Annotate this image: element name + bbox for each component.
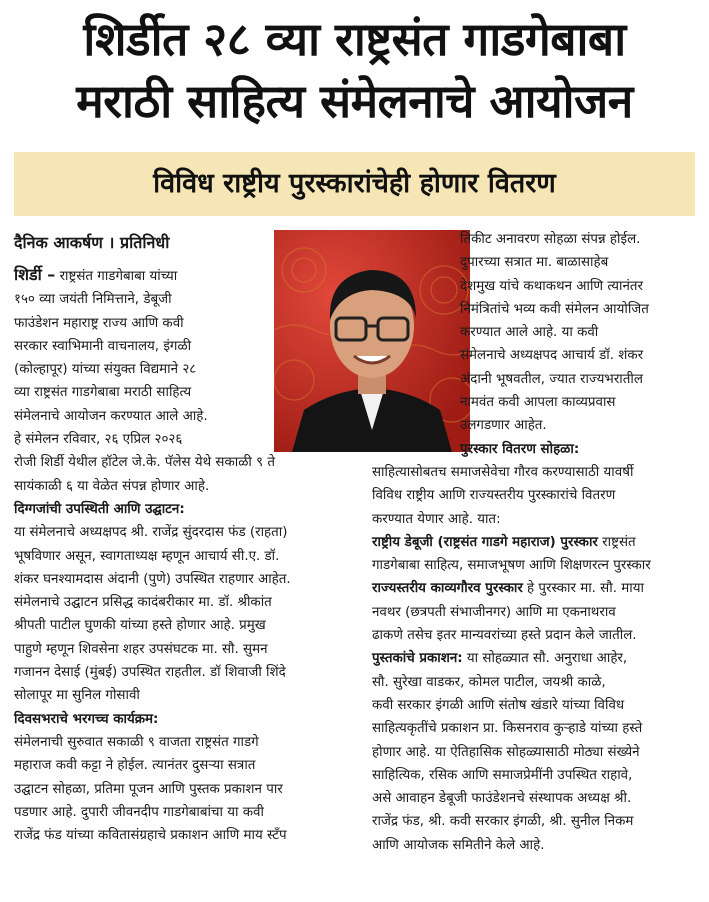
- award1-line: राष्ट्रीय डेबूजी (राष्ट्रसंत गाडगे महाराज) पुरस्कार राष्ट्रसंत: [372, 534, 636, 550]
- intro-line: रोजी शिर्डी येथील हॉटेल जे.के. पॅलेस येथे सकाळी ९ ते: [14, 455, 275, 471]
- intro-line: व्या राष्ट्रसंत गाडगेबाबा मराठी साहित्य: [14, 385, 192, 401]
- intro-line: सरकार स्वाभिमानी वाचनालय, इंगळी: [14, 338, 192, 354]
- section2-line: उद्घाटन सोहळा, प्रतिमा पूजन आणि पुस्तक प्रकाशन पार: [14, 781, 283, 797]
- article-left-column: [14, 230, 364, 847]
- section-heading-dignitaries: दिग्गजांची उपस्थिती आणि उद्घाटन:: [14, 501, 185, 517]
- intro-line: (कोल्हापूर) यांच्या संयुक्त विद्यमाने २८: [14, 362, 197, 378]
- awards-intro-line: विविध राष्ट्रीय आणि राज्यस्तरीय पुरस्कारांचे वितरण: [372, 488, 616, 504]
- cont-line: तिकीट अनावरण सोहळा संपन्न होईल.: [460, 232, 641, 247]
- cont-line: दुपारच्या सत्रात मा. बाळासाहेब: [460, 255, 609, 271]
- intro-line: संमेलनाचे आयोजन करण्यात आले आहे.: [14, 408, 208, 424]
- cont-line: अंदानी भूषवतील, ज्यात राज्यभरातील: [460, 371, 643, 387]
- books-line: सौ. सुरेखा वाडकर, कोमल पाटील, जयश्री काळे,: [372, 674, 606, 690]
- books-line: साहित्यकृतींचे प्रकाशन प्रा. किसनराव कुऱ्हाडे यांच्या हस्ते: [372, 721, 643, 737]
- section1-line: भूषविणार असून, स्वागताध्यक्ष म्हणून आचार्य सी.ए. डॉ.: [14, 548, 280, 564]
- intro-line: हे संमेलन रविवार, २६ एप्रिल २०२६: [14, 432, 183, 448]
- section2-line: महाराज कवी कट्टा ने होईल. त्यानंतर दुसऱ्या सत्रात: [14, 758, 256, 774]
- books-line: आणि आयोजक समितीने केले आहे.: [372, 837, 545, 853]
- section1-line: संमेलनाचे उद्घाटन प्रसिद्ध कादंबरीकार मा. डॉ. श्रीकांत: [14, 595, 272, 611]
- intro-line: सायंकाळी ६ या वेळेत संपन्न होणार आहे.: [14, 478, 210, 494]
- award2-title: राज्यस्तरीय काव्यगौरव पुरस्कार: [372, 581, 523, 597]
- award2-line: राज्यस्तरीय काव्यगौरव पुरस्कार हे पुरस्कार मा. सौ. माया: [372, 581, 644, 597]
- cont-line: नामवंत कवी आपला काव्यप्रवास: [460, 395, 616, 411]
- intro-line: फाउंडेशन महाराष्ट्र राज्य आणि कवी: [14, 315, 184, 331]
- headline-line-2: मराठी साहित्य संमेलनाचे आयोजन: [76, 74, 633, 128]
- books-line: राजेंद्र फंड, श्री. कवी सरकार इंगळी, श्री. सुनील निकम: [372, 814, 634, 830]
- dateline: शिर्डी –: [14, 265, 56, 284]
- section1-line: या संमेलनाचे अध्यक्षपद श्री. राजेंद्र सुंदरदास फंड (राहता): [14, 525, 288, 541]
- award1-line: गाडगेबाबा साहित्य, समाजभूषण आणि शिक्षणरत्न पुरस्कार: [372, 558, 651, 574]
- books-line: पुस्तकांचे प्रकाशन: या सोहळ्यात सौ. अनुराधा आहेर,: [372, 651, 628, 667]
- award2-line: ढाकणे तसेच इतर मान्यवरांच्या हस्ते प्रदान केले जातील.: [372, 628, 637, 644]
- cont-line: उलगडणार आहेत.: [460, 418, 547, 434]
- subheadline-banner: विविध राष्ट्रीय पुरस्कारांचेही होणार वितरण: [14, 152, 695, 216]
- books-line: असे आवाहन डेबूजी फाउंडेशनचे संस्थापक अध्यक्ष श्री.: [372, 791, 632, 807]
- section1-line: श्रीपती पाटील घुणकी यांच्या हस्ते होणार आहे. प्रमुख: [14, 618, 266, 634]
- cont-line: संमेलनाचे अध्यक्षपद आचार्य डॉ. शंकर: [460, 348, 644, 364]
- cont-line: करण्यात आले आहे. या कवी: [460, 325, 599, 341]
- byline: दैनिक आकर्षण । प्रतिनिधी: [14, 233, 170, 252]
- headline: [0, 0, 709, 142]
- award1-title: राष्ट्रीय डेबूजी (राष्ट्रसंत गाडगे महाराज) पुरस्कार: [372, 534, 598, 550]
- books-line: कवी सरकार इंगळी आणि संतोष खंडारे यांच्या विविध: [372, 697, 625, 713]
- intro-line-1: शिर्डी – राष्ट्रसंत गाडगेबाबा यांच्या: [14, 265, 178, 284]
- books-line: साहित्यिक, रसिक आणि समाजप्रेमींनी उपस्थित राहावे,: [372, 767, 633, 783]
- section1-line: गजानन देसाई (मुंबई) उपस्थित राहतील. डॉ शिवाजी शिंदे: [14, 665, 286, 681]
- cont-line: निमंत्रितांचे भव्य कवी संमेलन आयोजित: [460, 301, 649, 317]
- awards-intro-line: साहित्यासोबतच समाजसेवेचा गौरव करण्यासाठी यावर्षी: [372, 464, 634, 480]
- award2-line: नवथर (छत्रपती संभाजीनगर) आणि मा एकनाथराव: [372, 604, 616, 620]
- cont-line: देशमुख यांचे कथाकथन आणि त्यानंतर: [460, 278, 644, 294]
- awards-intro-line: करण्यात येणार आहे. यात:: [372, 511, 501, 527]
- article-right-column: [372, 228, 707, 857]
- section1-line: पाहुणे म्हणून शिवसेना शहर उपसंघटक मा. सौ. सुमन: [14, 641, 268, 657]
- headline-line-1: शिर्डीत २८ व्या राष्ट्रसंत गाडगेबाबा: [83, 12, 626, 66]
- books-line: होणार आहे. या ऐतिहासिक सोहळ्यासाठी मोठ्या संख्येने: [372, 744, 640, 760]
- section2-line: राजेंद्र फंड यांच्या कवितासंग्रहाचे प्रकाशन आणि माय स्टँप: [14, 828, 287, 844]
- books-title: पुस्तकांचे प्रकाशन:: [372, 651, 463, 667]
- intro-line: १५० व्या जयंती निमित्ताने, डेबूजी: [14, 292, 172, 308]
- section2-line: संमेलनाची सुरुवात सकाळी ९ वाजता राष्ट्रसंत गाडगे: [14, 734, 259, 750]
- section2-line: पडणार आहे. दुपारी जीवनदीप गाडगेबाबांचा या कवी: [14, 804, 264, 820]
- section-heading-programs: दिवसभराचे भरगच्च कार्यक्रम:: [14, 711, 159, 727]
- section1-line: शंकर घनश्यामदास अंदानी (पुणे) उपस्थित राहणार आहेत.: [14, 571, 291, 587]
- section1-line: सोलापूर मा सुनिल गोसावी: [14, 688, 140, 704]
- section-heading-awards: पुरस्कार वितरण सोहळा:: [460, 441, 580, 457]
